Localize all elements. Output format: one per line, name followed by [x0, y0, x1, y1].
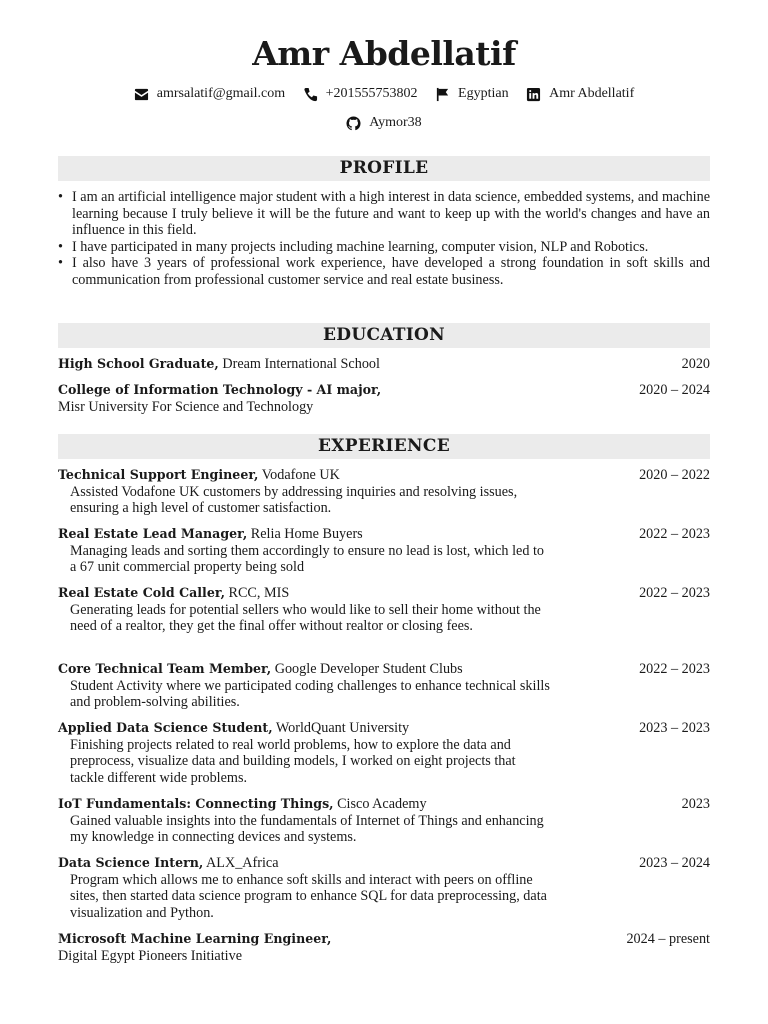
entry-title: Real Estate Cold Caller, [58, 585, 225, 600]
linkedin-icon [526, 87, 541, 102]
github-text: Aymor38 [369, 115, 422, 130]
entry-description: Finishing projects related to real world problems, how to explore the data and preprocess, visualize data and building models, I worked on eight projects that tackle different wide problems. [70, 736, 516, 786]
linkedin-text: Amr Abdellatif [549, 86, 635, 101]
email-text: amrsalatif@gmail.com [156, 86, 286, 101]
github-row [0, 115, 768, 136]
education-entry [58, 356, 710, 373]
entry-org: ALX_Africa [206, 855, 279, 871]
entry-description: Student Activity where we participated coding challenges to enhance technical skills and problem-solving abilities. [70, 677, 550, 711]
profile-list [58, 189, 710, 289]
linkedin-contact[interactable] [526, 86, 634, 102]
entry-title: Real Estate Lead Manager, [58, 526, 248, 541]
entry-date: 2022 – 2023 [639, 585, 710, 601]
phone-text: +201555753802 [325, 86, 418, 101]
entry-description: Assisted Vodafone UK customers by addressing inquiries and resolving issues, ensuring a high level of customer satisfaction. [70, 483, 518, 517]
entry-title: Data Science Intern, [58, 855, 204, 870]
entry-date: 2020 [681, 356, 710, 372]
entry-title: College of Information Technology - AI major, [58, 382, 382, 397]
flag-icon [435, 87, 450, 102]
education-entry [58, 382, 710, 415]
entry-date: 2024 – present [626, 931, 710, 947]
entry-subtitle: Digital Egypt Pioneers Initiative [58, 947, 243, 964]
profile-bullet: • I have participated in many projects including machine learning, computer vision, NLP and Robotics. [58, 239, 710, 256]
envelope-icon [134, 87, 149, 102]
github-contact[interactable] [346, 115, 421, 131]
entry-org: Google Developer Student Clubs [274, 661, 463, 677]
nationality-contact [435, 86, 509, 102]
entry-org: RCC, MIS [228, 585, 290, 601]
experience-entry [58, 855, 710, 921]
entry-title: Core Technical Team Member, [58, 661, 272, 676]
entry-description: Gained valuable insights into the fundamentals of Internet of Things and enhancing my knowledge in connecting devices and systems. [70, 812, 544, 846]
email-contact[interactable] [134, 86, 285, 102]
entry-description: Program which allows me to enhance soft skills and interact with peers on offline sites, then started data science program to enhance SQL for data preprocessing, data visualization and Python. [70, 871, 547, 921]
entry-date: 2023 [681, 796, 710, 812]
entry-date: 2022 – 2023 [639, 661, 710, 677]
experience-entry [58, 661, 710, 711]
entry-title: Applied Data Science Student, [58, 720, 273, 735]
entry-org: Dream International School [222, 356, 380, 372]
github-icon [346, 116, 361, 131]
entry-date: 2020 – 2022 [639, 467, 710, 483]
candidate-name: Amr Abdellatif [252, 34, 516, 73]
entry-description: Managing leads and sorting them accordingly to ensure no lead is lost, which led to a 67 unit commercial property being sold [70, 542, 544, 576]
phone-contact[interactable] [303, 86, 418, 102]
experience-entry [58, 931, 710, 964]
phone-icon [303, 87, 318, 102]
experience-entry [58, 720, 710, 786]
entry-date: 2023 – 2023 [639, 720, 710, 736]
experience-entry [58, 585, 710, 635]
experience-entry [58, 526, 710, 576]
profile-bullet: • I also have 3 years of professional work experience, have developed a strong foundation in soft skills and communication from professional customer service and real estate business. [58, 255, 710, 288]
entry-title: IoT Fundamentals: Connecting Things, [58, 796, 334, 811]
profile-bullet: • I am an artificial intelligence major student with a high interest in data science, embedded systems, and machine learning because I truly believe it will be the future and want to keep up with the world's changes and have an influence in this field. [58, 189, 710, 239]
experience-entry [58, 796, 710, 846]
profile-heading: PROFILE [58, 156, 710, 181]
contact-row [0, 86, 768, 107]
entry-date: 2020 – 2024 [639, 382, 710, 398]
experience-entry [58, 467, 710, 517]
experience-heading: EXPERIENCE [58, 434, 710, 459]
entry-org: Relia Home Buyers [250, 526, 363, 542]
nationality-text: Egyptian [458, 86, 509, 101]
entry-description: Generating leads for potential sellers who would like to sell their home without the need of a realtor, they get the final offer without realtor or closing fees. [70, 601, 541, 635]
entry-date: 2023 – 2024 [639, 855, 710, 871]
entry-subtitle: Misr University For Science and Technology [58, 398, 314, 415]
entry-title: Technical Support Engineer, [58, 467, 259, 482]
entry-org: Vodafone UK [261, 467, 340, 483]
entry-org: WorldQuant University [275, 720, 410, 736]
entry-title: High School Graduate, [58, 356, 219, 371]
entry-title: Microsoft Machine Learning Engineer, [58, 931, 332, 946]
entry-org: Cisco Academy [337, 796, 427, 812]
education-heading: EDUCATION [58, 323, 710, 348]
entry-date: 2022 – 2023 [639, 526, 710, 542]
